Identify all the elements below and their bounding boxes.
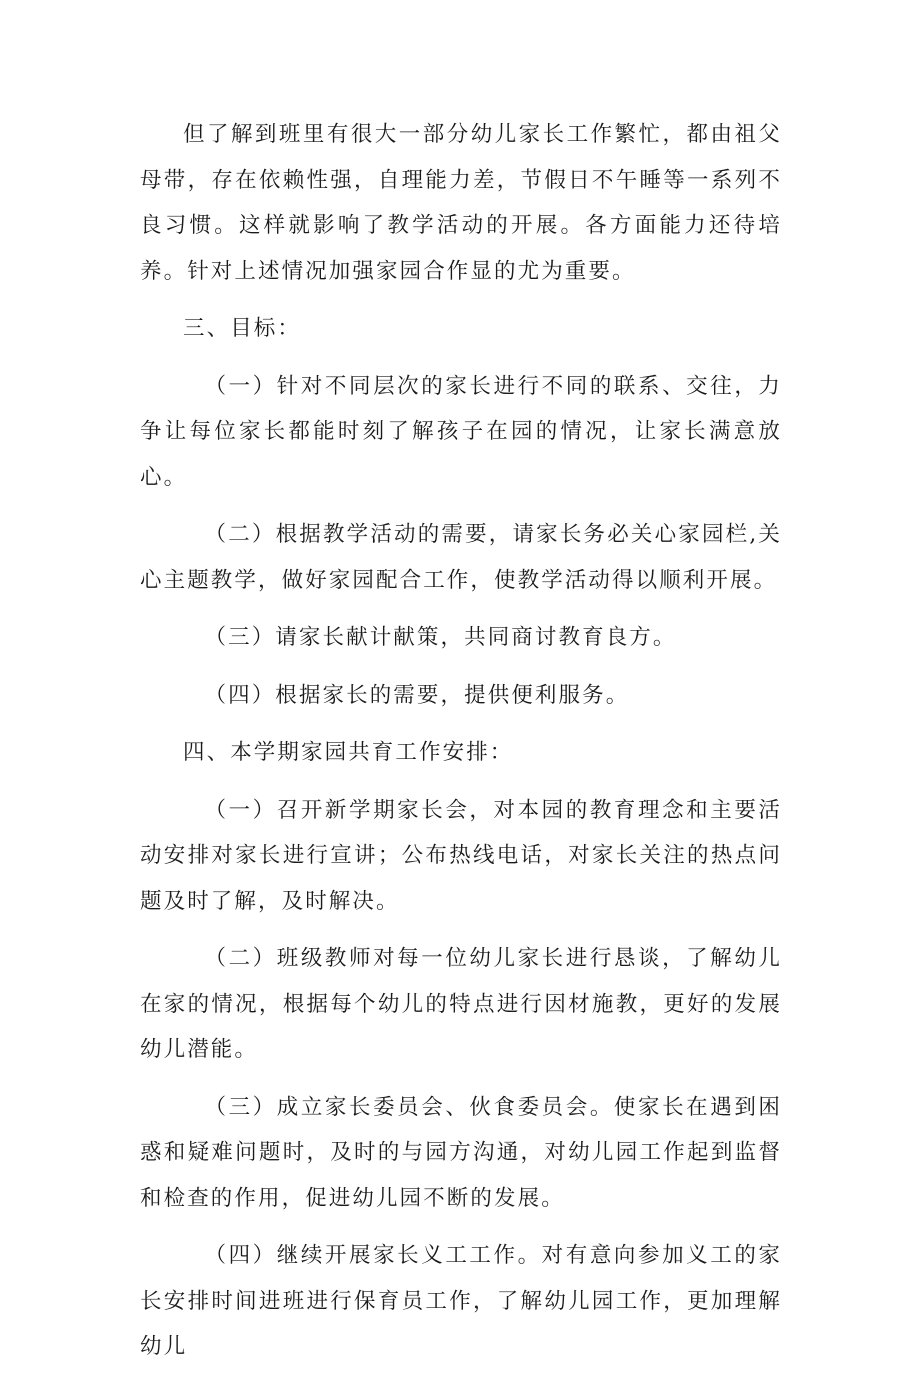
heading-goals: 三、目标： — [183, 316, 302, 341]
heading-arrangements: 四、本学期家园共育工作安排： — [183, 740, 514, 765]
arrangement-item-2: （二）班级教师对每一位幼儿家长进行恳谈，了解幼儿在家的情况，根据每个幼儿的特点进行因材施教，更好的发展幼儿潜能。 — [140, 946, 782, 1062]
arrangement-item-3: （三）成立家长委员会、伙食委员会。使家长在遇到困惑和疑难问题时，及时的与园方沟通，对幼儿园工作起到监督和检查的作用，促进幼儿园不断的发展。 — [140, 1094, 782, 1211]
goal-item-3: （三）请家长献计献策，共同商讨教育良方。 — [204, 625, 677, 650]
paragraph-intro: 但了解到班里有很大一部分幼儿家长工作繁忙，都由祖父母带，存在依赖性强，自理能力差，节假日不午睡等一系列不良习惯。这样就影响了教学活动的开展。各方面能力还待培养。针对上述情况加强家园合作显的尤为重要。 — [140, 122, 782, 284]
goal-item-1: （一）针对不同层次的家长进行不同的联系、交往，力争让每位家长都能时刻了解孩子在园的情况，让家长满意放心。 — [140, 373, 782, 490]
goal-item-4: （四）根据家长的需要，提供便利服务。 — [204, 682, 630, 708]
arrangement-item-4: （四）继续开展家长义工工作。对有意向参加义工的家长安排时间进班进行保育员工作，了解幼儿园工作，更加理解幼儿 — [140, 1243, 782, 1359]
goal-item-2: （二）根据教学活动的需要，请家长务必关心家园栏,关心主题教学，做好家园配合工作，使教学活动得以顺利开展。 — [140, 522, 782, 593]
document-page — [140, 112, 782, 1382]
arrangement-item-1: （一）召开新学期家长会，对本园的教育理念和主要活动安排对家长进行宣讲；公布热线电话，对家长关注的热点问题及时了解，及时解决。 — [140, 797, 782, 914]
